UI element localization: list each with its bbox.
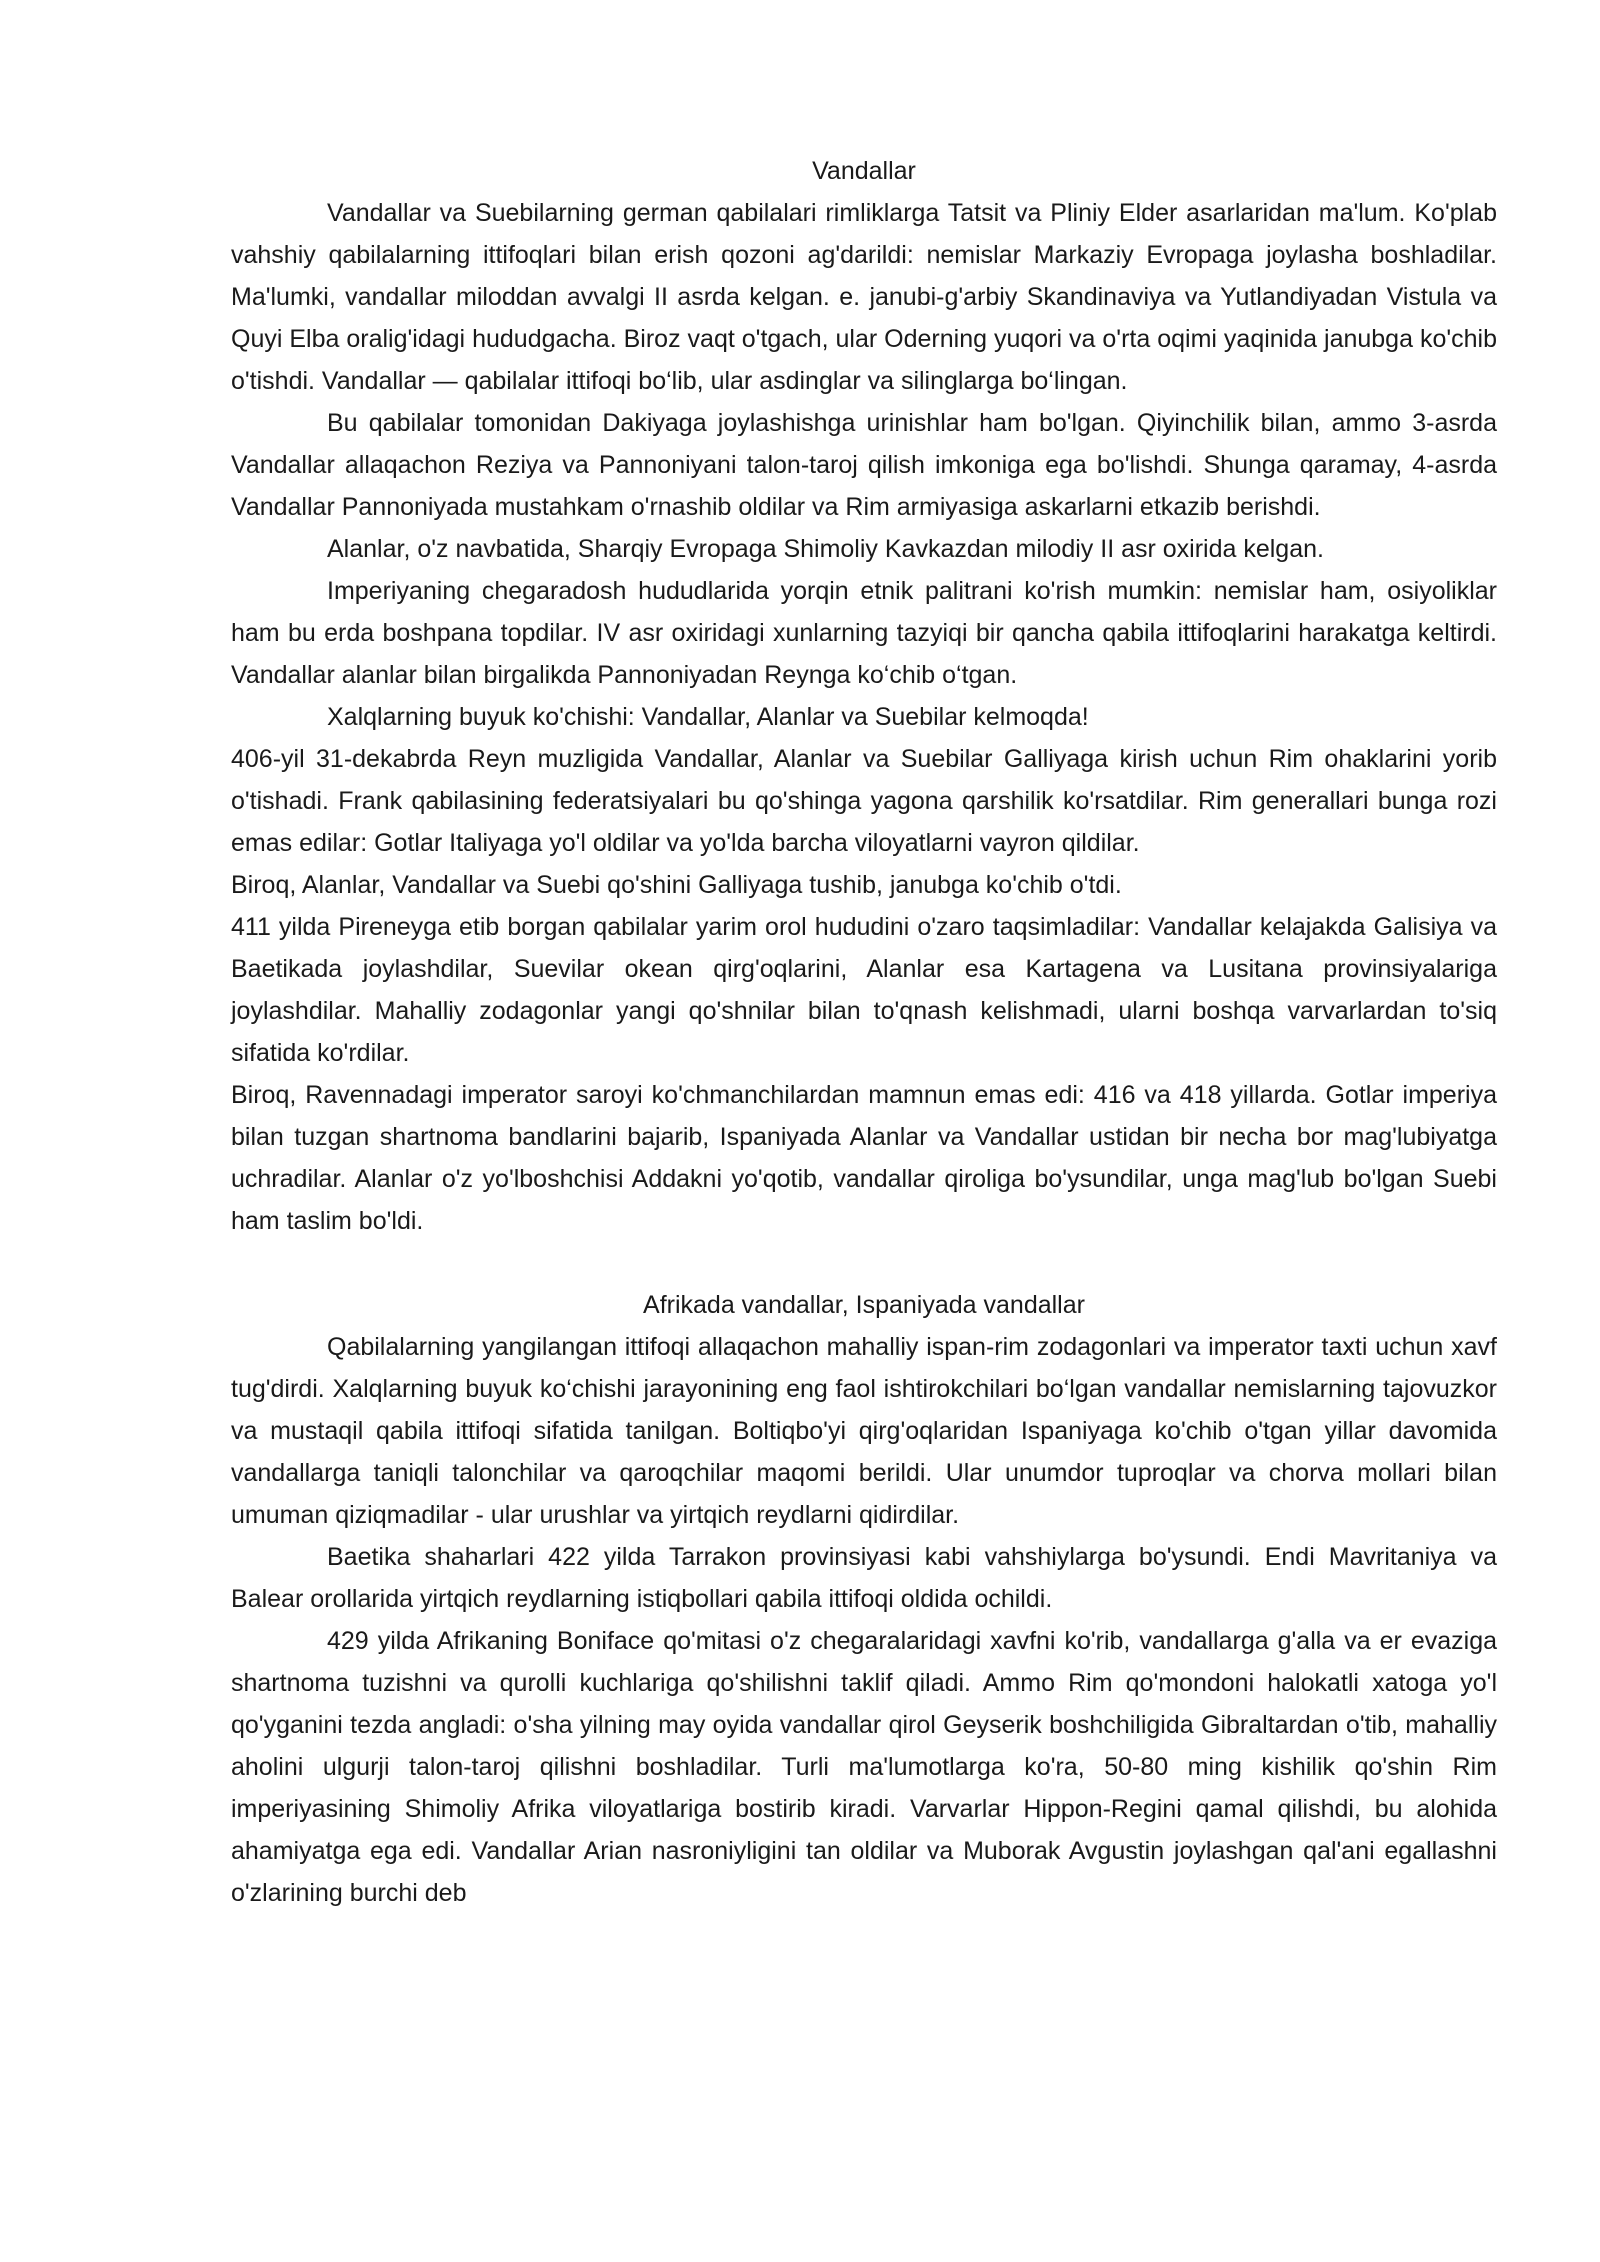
section-subtitle: Afrikada vandallar, Ispaniyada vandallar (643, 1291, 1085, 1319)
blank-line (231, 1242, 1497, 1284)
paragraph: Baetika shaharlari 422 yilda Tarrakon provinsiyasi kabi vahshiylarga bo'ysundi. Endi Mavritaniya va Balear orollarida yirtqich reydlarning istiqbollari qabila ittifoqi oldida ochildi. (231, 1543, 1497, 1613)
paragraph: 429 yilda Afrikaning Boniface qo'mitasi o'z chegaralaridagi xavfni ko'rib, vandallarga g'alla va er evaziga shartnoma tuzishni va qurolli kuchlariga qo'shilishni taklif qiladi. Ammo Rim qo'mondoni halokatli xatoga yo'l qo'yganini tezda angladi: o'sha yilning may oyida vandallar qirol Geyserik boshchiligida Gibraltardan o'tib, mahalliy aholini ulgurji talon-taroj qilishni boshladilar. Turli ma'lumotlarga ko'ra, 50-80 ming kishilik qo'shin Rim imperiyasining Shimoliy Afrika viloyatlariga bostirib kiradi. Varvarlar Hippon-Regini qamal qilishdi, bu alohida ahamiyatga ega edi. Vandallar Arian nasroniyligini tan oldilar va Muborak Avgustin joylashgan qal'ani egallashni o'zlarining burchi deb (231, 1627, 1497, 1907)
paragraph: Xalqlarning buyuk ko'chishi: Vandallar, Alanlar va Suebilar kelmoqda! (327, 703, 1089, 731)
paragraph: Vandallar va Suebilarning german qabilalari rimliklarga Tatsit va Pliniy Elder asarlaridan ma'lum. Ko'plab vahshiy qabilalarning ittifoqlari bilan erish qozoni ag'darildi: nemislar Markaziy Evropaga joylasha boshladilar. Ma'lumki, vandallar miloddan avvalgi II asrda kelgan. e. janubi-g'arbiy Skandinaviya va Yutlandiyadan Vistula va Quyi Elba oralig'idagi hududgacha. Biroz vaqt o'tgach, ular Oderning yuqori va o'rta oqimi yaqinida janubga ko'chib o'tishdi. Vandallar — qabilalar ittifoqi bo‘lib, ular asdinglar va silinglarga bo‘lingan. (231, 199, 1497, 395)
paragraph: 406-yil 31-dekabrda Reyn muzligida Vandallar, Alanlar va Suebilar Galliyaga kirish uchun Rim ohaklarini yorib o'tishadi. Frank qabilasining federatsiyalari bu qo'shinga yagona qarshilik ko'rsatdilar. Rim generallari bunga rozi emas edilar: Gotlar Italiyaga yo'l oldilar va yo'lda barcha viloyatlarni vayron qildilar. (231, 745, 1497, 857)
paragraph: Bu qabilalar tomonidan Dakiyaga joylashishga urinishlar ham bo'lgan. Qiyinchilik bilan, ammo 3-asrda Vandallar allaqachon Reziya va Pannoniyani talon-taroj qilish imkoniga ega bo'lishdi. Shunga qaramay, 4-asrda Vandallar Pannoniyada mustahkam o'rnashib oldilar va Rim armiyasiga askarlarni etkazib berishdi. (231, 409, 1497, 521)
paragraph: Qabilalarning yangilangan ittifoqi allaqachon mahalliy ispan-rim zodagonlari va imperator taxti uchun xavf tug'dirdi. Xalqlarning buyuk ko‘chishi jarayonining eng faol ishtirokchilari bo‘lgan vandallar nemislarning tajovuzkor va mustaqil qabila ittifoqi sifatida tanilgan. Boltiqbo'yi qirg'oqlaridan Ispaniyaga ko'chib o'tgan yillar davomida vandallarga taniqli talonchilar va qaroqchilar maqomi berildi. Ular unumdor tuproqlar va chorva mollari bilan umuman qiziqmadilar - ular urushlar va yirtqich reydlarni qidirdilar. (231, 1333, 1497, 1529)
document-title: Vandallar (812, 157, 916, 185)
paragraph: Biroq, Alanlar, Vandallar va Suebi qo'shini Galliyaga tushib, janubga ko'chib o'tdi. (231, 871, 1122, 899)
paragraph: Biroq, Ravennadagi imperator saroyi ko'chmanchilardan mamnun emas edi: 416 va 418 yillarda. Gotlar imperiya bilan tuzgan shartnoma bandlarini bajarib, Ispaniyada Alanlar va Vandallar ustidan bir necha bor mag'lubiyatga uchradilar. Alanlar o'z yo'lboshchisi Addakni yo'qotib, vandallar qiroliga bo'ysundilar, unga mag'lub bo'lgan Suebi ham taslim bo'ldi. (231, 1081, 1497, 1235)
paragraph: Imperiyaning chegaradosh hududlarida yorqin etnik palitrani ko'rish mumkin: nemislar ham, osiyoliklar ham bu erda boshpana topdilar. IV asr oxiridagi xunlarning tazyiqi bir qancha qabila ittifoqlarini harakatga keltirdi. Vandallar alanlar bilan birgalikda Pannoniyadan Reynga ko‘chib o‘tgan. (231, 577, 1497, 689)
paragraph: Alanlar, o'z navbatida, Sharqiy Evropaga Shimoliy Kavkazdan milodiy II asr oxirida kelgan. (327, 535, 1324, 563)
document-page (231, 150, 1497, 1914)
paragraph: 411 yilda Pireneyga etib borgan qabilalar yarim orol hududini o'zaro taqsimladilar: Vandallar kelajakda Galisiya va Baetikada joylashdilar, Suevilar okean qirg'oqlarini, Alanlar esa Kartagena va Lusitana provinsiyalariga joylashdilar. Mahalliy zodagonlar yangi qo'shnilar bilan to'qnash kelishmadi, ularni boshqa varvarlardan to'siq sifatida ko'rdilar. (231, 913, 1497, 1067)
